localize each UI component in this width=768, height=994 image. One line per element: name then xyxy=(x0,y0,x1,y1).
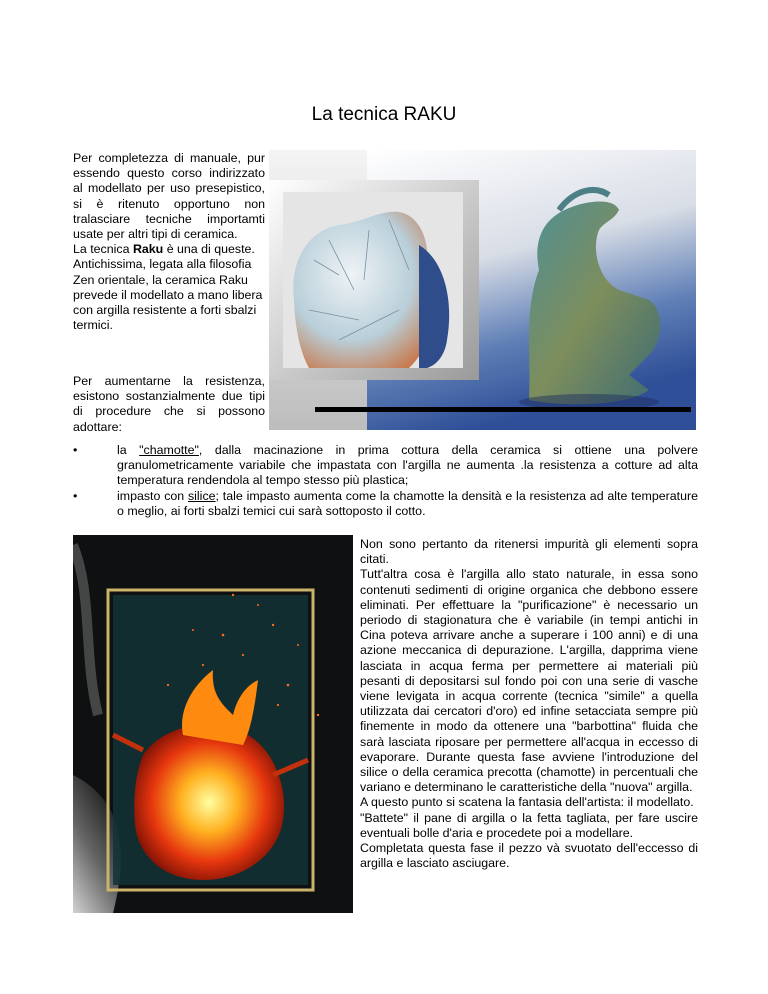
intro-p2-pre: La tecnica xyxy=(73,242,133,257)
process-paragraph-3: A questo punto si scatena la fantasia dell'artista: il modellato. xyxy=(360,795,694,810)
bullet-icon: • xyxy=(73,443,78,457)
process-paragraph-5: Completata questa fase il pezzo và svuotato dell'eccesso di argilla e lasciato asciugare. xyxy=(360,841,698,871)
intro-paragraph-1: Per completezza di manuale, pur essendo questo corso indirizzato al modellato per uso presepistico, si è ritenuto opportuno non tralasciare tecniche importamti usate per altri tipi di ceramica. xyxy=(73,151,265,242)
raku-sculptures-illustration xyxy=(269,150,696,430)
process-paragraph-1: Non sono pertanto da ritenersi impurità gli elementi sopra citati. xyxy=(360,537,698,567)
intro-text xyxy=(73,151,265,333)
process-text xyxy=(360,537,698,871)
list-item-post: , dalla macinazione in prima cottura della ceramica si ottiene una polvere granulometricamente variabile che impastata con l'argilla ne aumenta .la resistenza a cotture ad alta temperatura rendendola al tempo stesso più plastica; xyxy=(117,443,699,488)
raku-firing-image xyxy=(73,535,353,913)
intro-paragraph-3: Per aumentarne la resistenza, esistono sostanzialmente due tipi di procedure che si possono adottare: xyxy=(73,374,265,434)
intro-text-2 xyxy=(73,374,265,435)
silice-link[interactable]: silice xyxy=(187,488,216,503)
divider-bar xyxy=(315,407,691,412)
list-item xyxy=(73,443,698,489)
bullet-icon: • xyxy=(73,488,78,503)
list-item-pre: la xyxy=(117,443,140,457)
list-item-pre: impasto con xyxy=(117,488,188,503)
intro-p2-post: è una di queste. Antichissima, legata alla filosofia Zen orientale, la ceramica Raku prevede il modellato a mano libera con argilla resistente a forti sbalzi termici. xyxy=(73,242,263,333)
procedure-list xyxy=(73,443,698,519)
list-item-post: ; tale impasto aumenta come la chamotte la densità e la resistenza ad alte temperature o meglio, ai forti sbalzi temici cui sarà sottoposto il cotto. xyxy=(117,488,698,518)
raku-bold: Raku xyxy=(132,242,164,257)
chamotte-link[interactable]: "chamotte" xyxy=(139,443,199,457)
process-paragraph-4: "Battete" il pane di argilla o la fetta tagliata, per fare uscire eventuali bolle d'aria e procedete poi a modellare. xyxy=(360,810,698,840)
intro-paragraph-2 xyxy=(73,242,265,333)
list-item xyxy=(73,489,698,519)
process-paragraph-2: Tutt'altra cosa è l'argilla allo stato naturale, in essa sono contenuti sedimenti di origine organica che debbono essere eliminati. Per effettuare la "purificazione" è necessario un periodo di stagionatura che è variabile (in tempi antichi in Cina poteva arrivare anche a superare i 100 anni) e di una azione meccanica di depurazione. L'argilla, dapprima viene lasciata in acqua ferma per permettere ai materiali più pesanti di depositarsi sul fondo poi con una serie di vasche viene levigata in acqua corrente (tecnica "simile" a quella utilizzata dai cercatori d'oro) ed infine setacciata sempre più finemente in modo da ottenere una "barbottina" fluida che sarà lasciata riposare per permettere all'acqua in eccesso di evaporare. Durante questa fase avviene l'introduzione del silice o della ceramica precotta (chamotte) in percentuali che variano e determinano le caratteristiche della "nuova" argilla. xyxy=(360,567,698,795)
raku-firing-illustration xyxy=(73,535,353,913)
raku-sculptures-image xyxy=(269,150,696,430)
page-title: La tecnica RAKU xyxy=(311,104,457,125)
